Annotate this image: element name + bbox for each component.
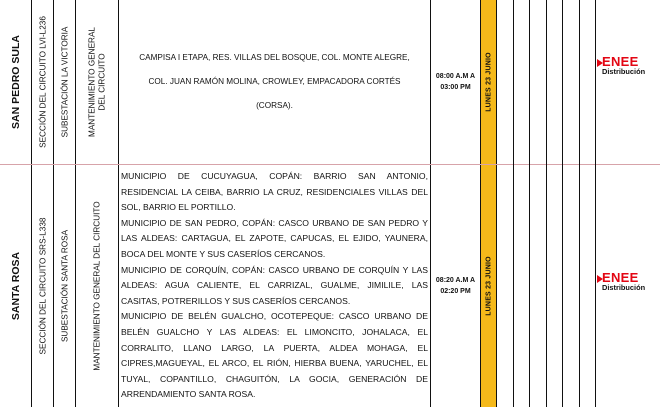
description-cell xyxy=(119,0,431,164)
day-cell xyxy=(481,0,497,164)
day-label: LUNES 23 JUNIO xyxy=(485,52,492,112)
outage-row-san-pedro-sula xyxy=(0,0,660,164)
enee-logo-subtext: Distribución xyxy=(602,283,646,292)
affected-areas: CAMPISA I ETAPA, RES. VILLAS DEL BOSQUE, COL. MONTE ALEGRE, COL. JUAN RAMÓN MOLINA, CROWLEY, EMPACADORA CORTÉS (CORSA). xyxy=(139,53,410,110)
work-cell xyxy=(76,165,119,407)
grid-column-line xyxy=(529,0,530,407)
enee-logo-text: ENEE xyxy=(602,54,639,69)
day-cell xyxy=(481,165,497,407)
time-cell xyxy=(431,165,481,407)
work-cell xyxy=(76,0,119,164)
circuit-cell xyxy=(32,165,54,407)
time-start: 08:20 A.M A xyxy=(435,277,476,284)
circuit-section: SECCIÓN DEL CIRCUITO LVI-L236 xyxy=(37,16,47,148)
day-label: LUNES 23 JUNIO xyxy=(485,256,492,316)
grid-column-line xyxy=(546,0,547,407)
time-start: 08:00 A.M A xyxy=(435,73,476,80)
affected-areas xyxy=(121,169,428,403)
city-name: SANTA ROSA xyxy=(9,251,22,321)
municipality-belen-gualcho: MUNICIPIO DE BELÉN GUALCHO, OCOTEPEQUE: CASCO URBANO DE BELÉN GUALCHO Y LAS ALDEAS: EL LIMONCITO, JOHALACA, EL CORRALITO, LLANO LARGO, LA PUERTA, ALDEA MOHAGA, EL CIPRES,MAGUEYAL, EL ARCO, EL RIÓN, HIERBA BUENA, YARUCHEL, EL TUYAL, COPANTILLO, CHAGUITÓN, LA GOCIA, GENERACIÓN DE ARRENDAMIENTO SANTA ROSA. xyxy=(121,311,428,400)
substation-name: SUBESTACIÓN SANTA ROSA xyxy=(59,229,69,343)
grid-column-line xyxy=(595,0,596,407)
municipality-corquin: MUNICIPIO DE CORQUÍN, COPÁN: CASCO URBANO DE CORQUÍN Y LAS ALDEAS: AGUA CALIENTE, EL CARRIZAL, GUALME, JIMILILE, LAS CASITAS, POTRERILLOS Y SUS CASERÍOS CERCANOS. xyxy=(121,264,428,306)
city-cell xyxy=(0,0,32,164)
substation-name: SUBESTACIÓN LA VICTORIA xyxy=(59,26,69,138)
enee-logo-subtext: Distribución xyxy=(602,67,646,76)
municipality-cucuyagua: MUNICIPIO DE CUCUYAGUA, COPÁN: BARRIO SAN ANTONIO, RESIDENCIAL LA CEIBA, BARRIO LA CRUZ, RESIDENCIALES VILLAS DEL SOL, BARRIO EL PORTILLO. xyxy=(121,171,428,213)
time-end: 03:00 PM xyxy=(440,84,471,91)
work-type: MANTENIMIENTO GENERAL DEL CIRCUITO xyxy=(87,27,106,137)
municipality-san-pedro: MUNICIPIO DE SAN PEDRO, COPÁN: CASCO URBANO DE SAN PEDRO Y LAS ALDEAS: CARTAGUA, EL ZAPOTE, CAPUCAS, EL EJIDO, YAUNERA, BOCA DEL MONTE Y SUS CASERÍOS CERCANOS. xyxy=(121,217,428,260)
enee-logo-text: ENEE xyxy=(602,270,639,285)
grid-column-line xyxy=(579,0,580,407)
enee-logo xyxy=(596,56,660,78)
work-type: MANTENIMIENTO GENERAL DEL CIRCUITO xyxy=(92,201,102,371)
time-cell xyxy=(431,0,481,164)
grid-column-line xyxy=(513,0,514,407)
grid-column-line xyxy=(562,0,563,407)
outage-row-santa-rosa xyxy=(0,165,660,407)
time-end: 02:20 PM xyxy=(440,288,471,295)
circuit-cell xyxy=(32,0,54,164)
substation-cell xyxy=(54,165,76,407)
substation-cell xyxy=(54,0,76,164)
city-cell xyxy=(0,165,32,407)
enee-logo xyxy=(596,272,660,294)
city-name: SAN PEDRO SULA xyxy=(9,35,22,129)
description-cell xyxy=(119,165,431,407)
circuit-section: SECCIÓN DEL CIRCUITO SRS-L338 xyxy=(37,217,47,355)
